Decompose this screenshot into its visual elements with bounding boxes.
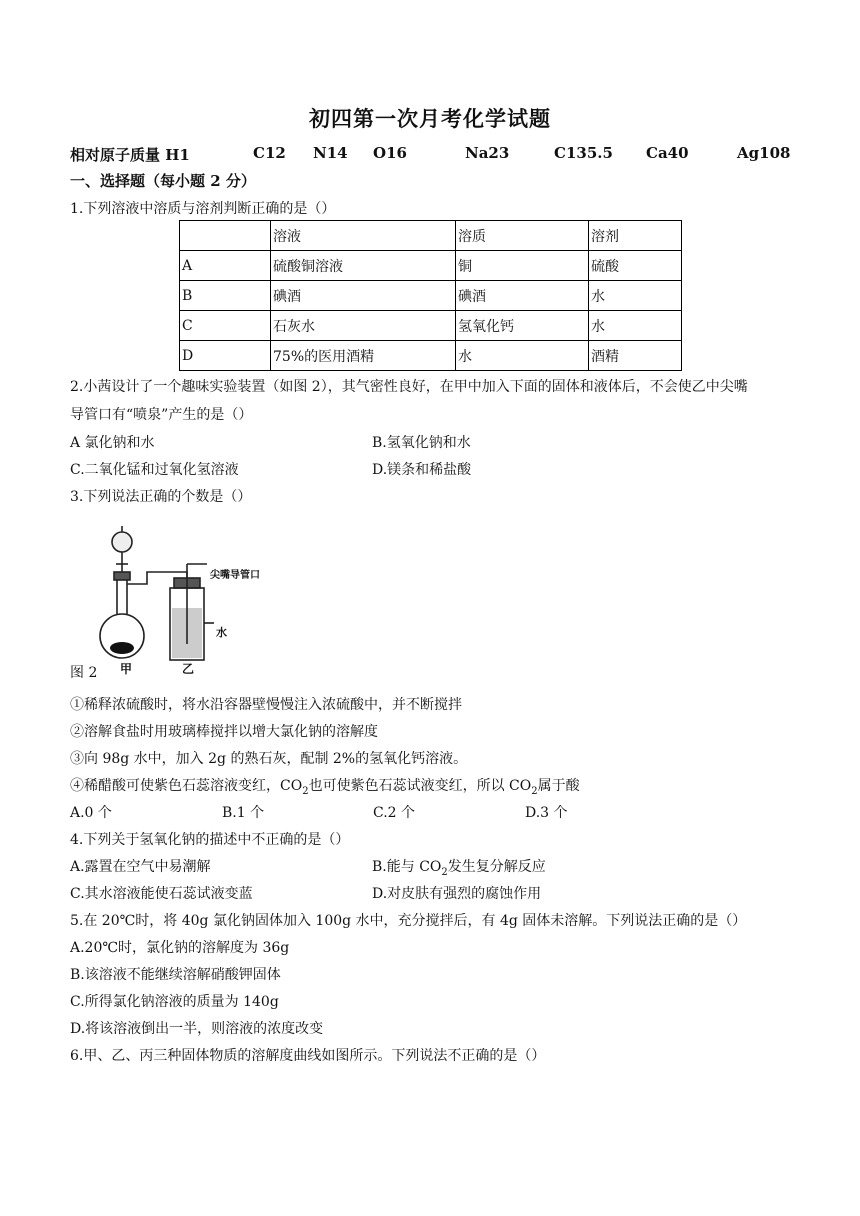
q3-option-d: D.3 个 [525, 805, 568, 821]
atomic-mass-cl: C135.5 [554, 144, 613, 162]
q4-option-b-part-a: B.能与 CO [372, 859, 442, 875]
table-cell: 硫酸铜溶液 [271, 251, 456, 281]
table-cell: 溶剂 [589, 221, 682, 251]
table-row [180, 311, 682, 341]
atomic-mass-n: N14 [313, 144, 348, 162]
table-cell: 碘酒 [271, 281, 456, 311]
label-nozzle: 尖嘴导管口 [210, 570, 260, 581]
table-cell: 75%的医用酒精 [271, 341, 456, 371]
q5-option-a: A.20℃时，氯化钠的溶解度为 36g [70, 940, 290, 956]
q2-stem-line2: 导管口有“喷泉”产生的是（） [70, 407, 253, 423]
q1-stem: 1.下列溶液中溶质与溶剂判断正确的是（） [70, 201, 336, 217]
table-row [180, 281, 682, 311]
table-row [180, 251, 682, 281]
q2-stem-line1: 2.小茜设计了一个趣味实验装置（如图 2），其气密性良好，在甲中加入下面的固体和液体后，不会使乙中尖嘴 [70, 379, 748, 395]
q3-option-a: A.0 个 [70, 805, 112, 821]
q2-option-d: D.镁条和稀盐酸 [372, 462, 472, 478]
table-cell: 铜 [456, 251, 589, 281]
label-jia: 甲 [120, 662, 133, 676]
q4-option-a: A.露置在空气中易潮解 [70, 859, 211, 875]
table-cell [180, 221, 271, 251]
atomic-mass-label: 相对原子质量 H1 [70, 146, 190, 164]
subscript: 2 [441, 866, 448, 878]
q2-option-a: A 氯化钠和水 [70, 435, 155, 451]
table-header-row [180, 221, 682, 251]
q3-item-3: ③向 98g 水中，加入 2g 的熟石灰，配制 2%的氢氧化钙溶液。 [70, 751, 468, 767]
q3-option-b: B.1 个 [222, 805, 265, 821]
q3-stem: 3.下列说法正确的个数是（） [70, 489, 252, 505]
q3-item4-part-b: 也可使紫色石蕊试液变红，所以 CO [308, 778, 532, 794]
table-cell: 溶质 [456, 221, 589, 251]
section-heading: 一、选择题（每小题 2 分） [70, 172, 256, 190]
subscript: 2 [302, 785, 309, 797]
label-yi: 乙 [182, 662, 195, 676]
apparatus-diagram [92, 518, 272, 678]
q2-option-b: B.氢氧化钠和水 [372, 435, 471, 451]
page-title: 初四第一次月考化学试题 [309, 106, 551, 131]
table-cell: 氢氧化钙 [456, 311, 589, 341]
q5-option-d: D.将该溶液倒出一半，则溶液的浓度改变 [70, 1021, 324, 1037]
table-cell: C [180, 311, 271, 341]
table-cell: 溶液 [271, 221, 456, 251]
q4-option-b-part-b: 发生复分解反应 [447, 859, 546, 875]
label-water: 水 [216, 626, 227, 639]
atomic-mass-line [70, 144, 790, 164]
q6-stem: 6.甲、乙、丙三种固体物质的溶解度曲线如图所示。下列说法不正确的是（） [70, 1048, 546, 1064]
table-cell: A [180, 251, 271, 281]
atomic-mass-na: Na23 [465, 144, 510, 162]
q5-option-c: C.所得氯化钠溶液的质量为 140g [70, 994, 279, 1010]
atomic-mass-c: C12 [253, 144, 286, 162]
q4-stem: 4.下列关于氢氧化钠的描述中不正确的是（） [70, 832, 350, 848]
q3-option-c: C.2 个 [373, 805, 416, 821]
subscript: 2 [531, 785, 538, 797]
q3-item-1: ①稀释浓硫酸时，将水沿容器壁慢慢注入浓硫酸中，并不断搅拌 [70, 697, 462, 713]
table-cell: 硫酸 [589, 251, 682, 281]
q3-item4-part-c: 属于酸 [537, 778, 580, 794]
atomic-mass-ag: Ag108 [737, 144, 791, 162]
q4-option-d: D.对皮肤有强烈的腐蚀作用 [372, 886, 542, 902]
apparatus-figure [92, 518, 272, 678]
table-cell: B [180, 281, 271, 311]
atomic-mass-ca: Ca40 [646, 144, 689, 162]
figure-caption: 图 2 [70, 665, 98, 681]
q3-item-4 [70, 775, 580, 797]
table-cell: D [180, 341, 271, 371]
atomic-mass-o: O16 [373, 144, 407, 162]
q2-option-c: C.二氧化锰和过氧化氢溶液 [70, 462, 239, 478]
q4-option-c: C.其水溶液能使石蕊试液变蓝 [70, 886, 253, 902]
q3-item4-part-a: ④稀醋酸可使紫色石蕊溶液变红，CO [70, 778, 303, 794]
table-cell: 酒精 [589, 341, 682, 371]
q3-item-2: ②溶解食盐时用玻璃棒搅拌以增大氯化钠的溶解度 [70, 724, 378, 740]
q4-option-b [372, 856, 546, 878]
table-cell: 水 [456, 341, 589, 371]
table-cell: 石灰水 [271, 311, 456, 341]
q5-option-b: B.该溶液不能继续溶解硝酸钾固体 [70, 967, 281, 983]
table-row [180, 341, 682, 371]
table-cell: 碘酒 [456, 281, 589, 311]
q5-stem: 5.在 20℃时，将 40g 氯化钠固体加入 100g 水中，充分搅拌后，有 4g 固体未溶解。下列说法正确的是（） [70, 913, 747, 929]
table-cell: 水 [589, 311, 682, 341]
q1-table [179, 220, 682, 371]
table-cell: 水 [589, 281, 682, 311]
